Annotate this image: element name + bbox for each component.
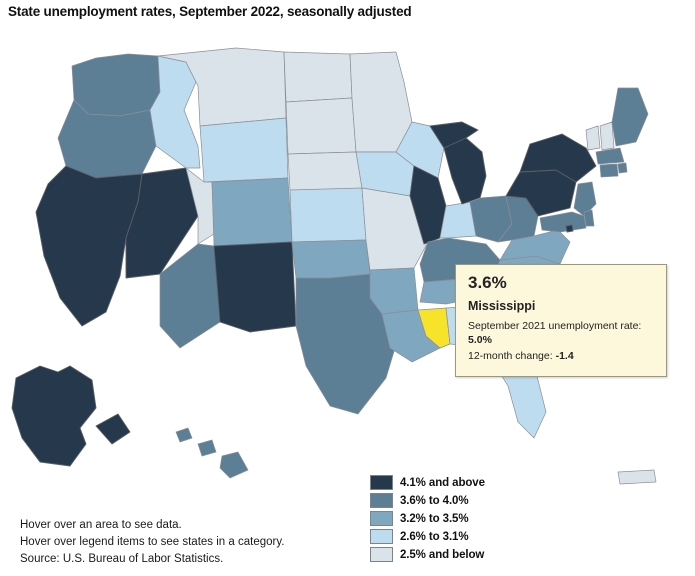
footnote-hover-area: Hover over an area to see data. [20, 519, 182, 531]
state-ND[interactable] [284, 52, 352, 102]
page-title: State unemployment rates, September 2022, seasonally adjusted [8, 4, 412, 19]
state-RI[interactable] [618, 163, 627, 173]
tooltip-prior-rate [468, 320, 656, 347]
legend-label-0: 4.1% and above [400, 476, 485, 489]
state-HI[interactable] [176, 428, 248, 478]
legend-label-3: 2.6% to 3.1% [400, 530, 469, 543]
state-PR[interactable] [618, 470, 656, 484]
state-WA[interactable] [72, 54, 160, 116]
state-MN[interactable] [350, 52, 412, 152]
legend-label-1: 3.6% to 4.0% [400, 494, 469, 507]
state-CT[interactable] [600, 164, 618, 177]
legend-item-0[interactable] [370, 474, 570, 491]
state-NH[interactable] [600, 122, 614, 150]
state-DC[interactable] [566, 225, 573, 232]
tooltip-change-label: 12-month change: [468, 350, 553, 363]
state-WY[interactable] [200, 118, 288, 182]
footnote-source: Source: U.S. Bureau of Labor Statistics. [20, 553, 224, 565]
state-KS[interactable] [290, 188, 366, 242]
state-OK[interactable] [292, 240, 370, 278]
state-VT[interactable] [586, 126, 600, 150]
footnotes [20, 517, 420, 568]
state-SD[interactable] [286, 98, 356, 154]
state-AK[interactable] [12, 366, 130, 466]
legend-item-1[interactable] [370, 492, 570, 509]
legend-swatch-1 [370, 493, 393, 508]
legend-swatch-0 [370, 475, 393, 490]
tooltip-state-name: Mississippi [468, 299, 536, 313]
state-AR[interactable] [370, 268, 418, 314]
state-MD[interactable] [540, 212, 586, 232]
footnote-hover-legend: Hover over legend items to see states in a category. [20, 536, 285, 548]
legend-label-4: 2.5% and below [400, 548, 485, 561]
tooltip-prior-value: 5.0% [468, 333, 492, 346]
state-NM[interactable] [214, 242, 296, 332]
tooltip-rate: 3.6% [468, 273, 507, 292]
tooltip-prior-label: September 2021 unemployment rate: [468, 320, 642, 332]
state-NE[interactable] [288, 152, 362, 194]
state-NJ[interactable] [574, 182, 596, 216]
state-tooltip [455, 264, 667, 377]
tooltip-change [468, 350, 656, 364]
state-CO[interactable] [212, 178, 292, 246]
state-ME[interactable] [612, 88, 648, 146]
state-MA[interactable] [596, 148, 624, 164]
tooltip-change-value: -1.4 [555, 350, 574, 363]
legend-label-2: 3.2% to 3.5% [400, 512, 469, 525]
